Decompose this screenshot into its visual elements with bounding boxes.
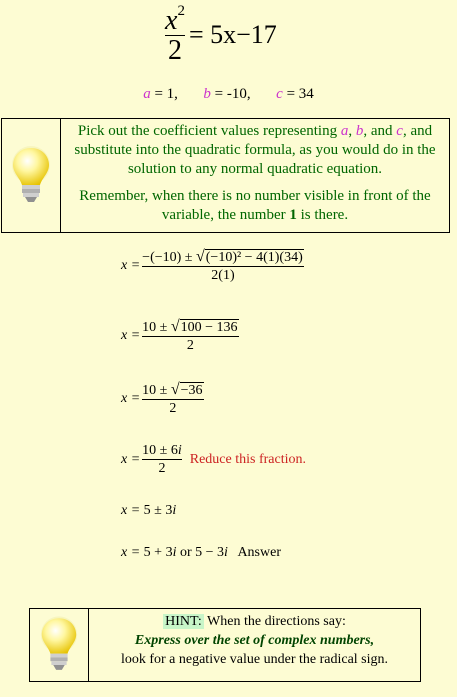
step-6-i1: i <box>172 545 177 560</box>
instruction-b: b <box>355 123 364 139</box>
reduce-note: Reduce this fraction. <box>189 451 306 467</box>
instruction-paragraph-2 <box>65 187 445 225</box>
coef-b-value: = -10, <box>214 86 251 102</box>
step-4-num: 10 ± 6 <box>142 443 178 458</box>
instruction-paragraph-1 <box>65 122 445 179</box>
step-3-x: x = <box>121 391 141 406</box>
coef-c-value: = 34 <box>286 86 314 102</box>
hint-label: HINT: <box>165 614 202 629</box>
step-5-x: x = <box>121 503 141 518</box>
coef-a-value: = 1, <box>154 86 178 102</box>
instruction-p1-rest: , and substitute into the quadratic formula, as you would do in the solution to any normal quadratic equation. <box>74 123 436 177</box>
lightbulb-icon <box>9 145 53 207</box>
step-5-rhs: 5 ± 3 <box>143 503 173 518</box>
hint-box <box>29 608 421 682</box>
hint-line-3: look for a negative value under the radical sign. <box>120 652 389 667</box>
rhs-expression: = 5x−17 <box>188 19 277 49</box>
step-3-num: 10 ± <box>142 383 171 398</box>
step-4 <box>121 442 306 477</box>
instruction-p2-rest: is there. <box>296 207 349 223</box>
instruction-one: 1 <box>289 207 297 223</box>
step-2-radicand: 100 − 136 <box>180 320 238 335</box>
lhs-denominator: 2 <box>167 35 182 67</box>
instruction-sep1: , <box>348 123 356 139</box>
lhs-fraction <box>165 4 185 66</box>
instruction-p1-text: Pick out the coefficient values representing <box>77 123 341 139</box>
step-1-num: −(−10) ± <box>142 250 196 265</box>
step-4-den: 2 <box>158 461 166 476</box>
hint-emphasis: Express over the set of complex numbers, <box>134 633 375 648</box>
step-2-num: 10 ± <box>142 320 171 335</box>
lhs-numerator: x <box>165 5 178 36</box>
step-6-x: x = <box>121 545 141 560</box>
step-4-i: i <box>177 443 182 458</box>
step-5-i: i <box>172 503 177 518</box>
answer-label: Answer <box>237 545 281 560</box>
lightbulb-icon-cell-2 <box>30 609 89 681</box>
lhs-exponent: 2 <box>177 3 185 19</box>
step-4-fraction <box>142 442 182 477</box>
step-6-rhs1: 5 + 3 <box>143 545 173 560</box>
step-3-fraction: $\frac{10 \pm √-36}{2}$ <box>142 381 203 416</box>
hint-line-1 <box>93 612 416 631</box>
instruction-a: a <box>340 123 349 139</box>
step-3 <box>121 381 204 417</box>
coef-a-label: a <box>143 86 151 102</box>
step-3-den: 2 <box>169 401 177 416</box>
coef-c-label: c <box>276 86 283 102</box>
instruction-text <box>61 119 449 232</box>
instruction-sep2: , and <box>363 123 397 139</box>
step-1-radicand: (−10)² − 4(1)(34) <box>205 250 303 265</box>
step-6-i2: i <box>224 545 228 560</box>
step-1-den: 2(1) <box>211 268 235 283</box>
coef-b-label: b <box>203 86 211 102</box>
step-2 <box>121 318 239 354</box>
step-6-or: or <box>176 545 196 560</box>
step-3-radicand: −36 <box>180 383 203 398</box>
step-4-x: x = <box>121 451 141 467</box>
lightbulb-icon-cell <box>2 119 61 232</box>
given-equation <box>0 0 457 75</box>
instruction-p2-text: Remember, when there is no number visible in front of the variable, the number <box>79 188 431 223</box>
step-6-rhs2: 5 − 3 <box>195 545 225 560</box>
hint-line1-text: When the directions say: <box>203 614 346 629</box>
lightbulb-icon <box>38 615 80 675</box>
step-1-x: x = <box>121 258 141 273</box>
step-2-fraction: $\frac{10 \pm √100 - 136}{2}$ <box>142 318 238 353</box>
hint-text <box>89 609 420 681</box>
coefficient-values <box>0 86 457 103</box>
instruction-box <box>1 118 450 233</box>
step-1 <box>121 248 304 284</box>
step-2-x: x = <box>121 328 141 343</box>
step-5 <box>121 503 176 519</box>
instruction-c: c <box>396 123 403 139</box>
step-2-den: 2 <box>186 338 194 353</box>
step-6 <box>121 545 281 561</box>
step-1-fraction: $\frac{\text{−(−10) ± √(−10)² − 4(1)(34)}}{2(1)}$ <box>142 248 303 283</box>
